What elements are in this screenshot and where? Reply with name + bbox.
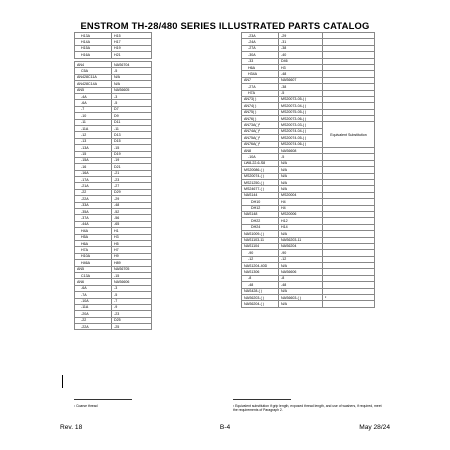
table-cell: DH10 [242,199,279,205]
table-cell: NAS6606 [279,269,323,275]
table-cell: -5 [112,68,152,74]
table-cell: -7A [75,292,112,298]
table-cell: -23 [112,311,152,317]
table-cell: -7 [112,298,152,304]
table-cell: MS20006 [279,211,323,217]
table-cell: -20A [75,311,112,317]
table-cell: MS24677-( ) [242,186,279,192]
footer-page-number: B-4 [219,424,231,431]
table-cell: -21A [75,183,112,189]
table-cell: -29 [112,196,152,202]
table-cell: H19 [112,45,152,51]
table-cell: MS20074-04-( ) [279,128,323,134]
table-cell: NAS148 [242,211,279,217]
table-cell: N/A [279,173,323,179]
table-cell: H3 [279,64,323,70]
table-cell: H16A [75,52,112,58]
table-cell: AN73A( )¹ [242,122,279,128]
table-cell: H15A [75,45,112,51]
page-title: ENSTROM TH-28/480 SERIES ILLUSTRATED PARTS CATALOG [80,20,370,31]
table-cell: MS20073-05-( ) [279,96,323,102]
table-cell: -19 [112,157,152,163]
table-cell: NAS1306 [242,269,279,275]
table-cell: -10 [75,113,112,119]
table-cell: -13A [75,145,112,151]
table-cell: MS20073-04-( ) [279,103,323,109]
table-cell: -12 [279,256,323,262]
table-cell: H7A [242,90,279,96]
table-cell: -11 [112,125,152,131]
table-cell: -21 [112,170,152,176]
table-cell: NAS6704 [112,62,152,68]
table-cell: -24A [242,39,279,45]
table-cell: MS21250-( ) [242,179,279,185]
table-cell: H89 [112,260,152,266]
table-cell: C13A [75,272,112,278]
table-cell: AN6 [75,279,112,285]
table-cell: -48 [279,282,323,288]
table-cell: NAS6607 [279,77,323,83]
table-cell: -37A [75,215,112,221]
table-cell: -12 [75,132,112,138]
table-cell: MS20073-06-( ) [279,116,323,122]
table-cell: -5 [279,154,323,160]
table-cell: N/A [279,160,323,166]
table-cell: NAS428-( ) [242,288,279,294]
table-cell: D46 [279,58,323,64]
table-cell: H1 [112,228,152,234]
footnote-coarse-thread: ¹ Coarse thread [74,404,98,408]
table-cell: NAS6203-11 [279,237,323,243]
parts-table-right [241,32,375,308]
table-cell: -23A [242,33,279,39]
table-cell: -3 [112,285,152,291]
table-cell: -9 [112,304,152,310]
table-cell: H7 [112,247,152,253]
table-cell: -90 [279,250,323,256]
table-cell: NAS6605 [112,87,152,93]
table-cell: -38 [279,84,323,90]
table-cell: NAS1009-( ) [242,231,279,237]
table-cell: AN4 [75,62,112,68]
table-cell: -15A [75,157,112,163]
table-cell: ² [323,295,375,301]
table-cell: -44A [75,221,112,227]
table-cell: -8 [242,275,279,281]
table-cell: -15 [75,151,112,157]
table-cell: NAS6204 [279,243,323,249]
table-cell: H10A [75,253,112,259]
table-cell: -13 [75,138,112,144]
table-cell: NAS6603-( ) [279,295,323,301]
table-cell: NAS1204-40D [242,263,279,269]
table-cell: LW8-22-6-S8 [242,160,279,166]
table-cell: NAS1104 [242,243,279,249]
table-row [242,301,375,307]
table-cell: D9 [112,113,152,119]
table-cell: -16A [75,170,112,176]
table-cell: AN75A( )¹ [242,135,279,141]
table-cell: N/A [279,167,323,173]
table-cell: AN73( ) [242,96,279,102]
table-cell: D13 [112,132,152,138]
table-cell: -27A [242,84,279,90]
table-cell: D15 [112,138,152,144]
table-cell: NAS6204-( ) [242,301,279,307]
table-cell: -22A [75,196,112,202]
table-cell: AN75( ) [242,109,279,115]
table-cell: H4A [75,228,112,234]
table-cell: C5A [75,68,112,74]
table-cell: -30A [242,52,279,58]
table-cell: N/A [112,81,152,87]
table-cell: -22 [75,189,112,195]
table-cell: H46A [75,260,112,266]
table-cell: -33A [75,202,112,208]
table-cell: DH12 [242,205,279,211]
table-cell: -27A [242,45,279,51]
table-cell: NAS1103-11 [242,237,279,243]
table-cell: D7 [112,106,152,112]
table-cell: -6A [75,285,112,291]
table-cell: NAS6705 [112,266,152,272]
table-cell: -22 [75,317,112,323]
table-cell: -48 [279,71,323,77]
table-cell: N/A [279,263,323,269]
table-cell: -48 [242,282,279,288]
table-cell: AN74( ) [242,103,279,109]
table-cell: NAS144 [242,192,279,198]
table-cell: D29 [112,189,152,195]
table-cell: DH24 [242,224,279,230]
table-cell: N/A [279,179,323,185]
parts-table-left [74,32,152,330]
table-cell: MS20074-06-( ) [279,141,323,147]
table-cell: AN428C14A [75,81,112,87]
table-cell: -11 [75,119,112,125]
table-cell: -23 [112,177,152,183]
table-cell: -90 [242,250,279,256]
table-cell: H15 [112,33,152,39]
table-cell: H6A [242,64,279,70]
table-cell: D11 [112,119,152,125]
table-cell: H4 [279,205,323,211]
table-cell: -5 [112,100,152,106]
table-cell: -38 [279,45,323,51]
table-cell: H6A [75,241,112,247]
table-cell: -31 [279,39,323,45]
table-cell: H7A [75,247,112,253]
table-cell: -8 [279,275,323,281]
table-cell: N/A [279,231,323,237]
table-cell: -16 [75,164,112,170]
table-cell: AN5 [75,266,112,272]
table-cell: -35A [75,209,112,215]
table-cell: -33 [242,58,279,64]
table-cell: AN5 [75,87,112,93]
table-cell: H13A [75,33,112,39]
footnote-rule-left [74,399,132,400]
table-cell: H17 [112,39,152,45]
table-cell: -10A [242,154,279,160]
table-cell: N/A [279,301,323,307]
footnote-equivalent-substitution: ² Equivalent substitution if grip length, exposed thread length, and use of washers, if required, meet the requirements of Paragraph 2. [233,404,382,413]
table-cell: H34A [242,71,279,77]
table-cell: N/A [279,186,323,192]
table-cell: D25 [112,317,152,323]
table-cell: MS20086-( ) [242,167,279,173]
table-cell: -40 [279,52,323,58]
table-cell [323,301,375,307]
table-cell: -17A [75,177,112,183]
table-cell: AN428C11A [75,74,112,80]
table-cell: -4A [75,94,112,100]
footnote-rule-right [233,399,291,400]
change-bar [62,375,63,388]
table-cell: D21 [112,164,152,170]
table-cell: DH22 [242,218,279,224]
table-cell: H21 [112,52,152,58]
table-cell: -22A [75,324,112,330]
table-cell: -5 [279,90,323,96]
table-cell: MS20073-03-( ) [279,122,323,128]
table-cell: -27 [112,183,152,189]
table-row [75,324,152,330]
table-cell: H14 [279,224,323,230]
table-cell: -3 [112,94,152,100]
table-cell: MS20074-( ) [242,173,279,179]
table-cell: -65 [112,221,152,227]
table-cell: MS20075-05-( ) [279,109,323,115]
table-cell: -29 [279,33,323,39]
table-cell: MS20004 [279,192,323,198]
table-cell: H14A [75,39,112,45]
table-cell: -7 [75,106,112,112]
footer-date: May 28/24 [359,424,390,431]
table-cell: -5 [112,292,152,298]
table-cell: N/A [112,74,152,80]
table-cell: -11A [75,304,112,310]
table-cell: NAS6606 [112,279,152,285]
table-cell: AN76A( )¹ [242,141,279,147]
table-cell: AN74A( )¹ [242,128,279,134]
table-cell: H4 [279,199,323,205]
table-cell: MS20074-05-( ) [279,135,323,141]
table-cell: D19 [112,151,152,157]
table-cell: -10A [75,298,112,304]
table-cell: -25 [112,324,152,330]
table-cell: N/A [279,288,323,294]
table-cell: H3 [112,234,152,240]
table-cell: AN76( ) [242,116,279,122]
table-cell: NAS6608 [279,148,323,154]
equivalent-substitution-note: Equivalent Substitution [323,122,375,148]
table-cell: -52 [112,209,152,215]
table-cell: H5A [75,234,112,240]
footer-revision: Rev. 18 [60,424,83,431]
table-cell: H5 [112,241,152,247]
table-cell: H9 [112,253,152,259]
table-cell: -15 [112,272,152,278]
table-cell: AN7 [242,77,279,83]
table-cell: H12 [279,218,323,224]
table-cell: NAS6203-( ) [242,295,279,301]
table-cell: AN8 [242,148,279,154]
table-cell: -15 [112,145,152,151]
table-cell: -48 [112,202,152,208]
table-cell: -11A [75,125,112,131]
table-cell: -6A [75,100,112,106]
table-cell: -56 [112,215,152,221]
table-cell: -12 [242,256,279,262]
